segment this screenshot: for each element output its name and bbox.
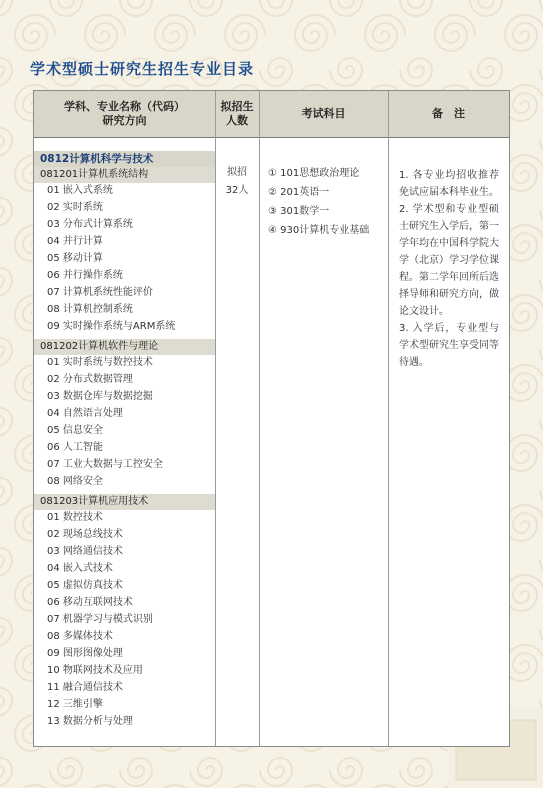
direction-item: 05 信息安全: [47, 425, 103, 436]
direction-item: 07 工业大数据与工控安全: [47, 459, 163, 470]
direction-item: 07 计算机系统性能评价: [47, 287, 153, 298]
direction-item: 13 数据分析与处理: [47, 716, 133, 727]
direction-item: 12 三维引擎: [47, 699, 103, 710]
direction-item: 06 移动互联网技术: [47, 597, 133, 608]
header-remarks: [388, 91, 509, 137]
direction-item: 03 网络通信技术: [47, 546, 123, 557]
direction-item: 09 实时操作系统与ARM系统: [47, 321, 176, 332]
quota-cell: [222, 164, 252, 200]
column-divider: [259, 91, 260, 746]
quota-count: 32人: [225, 185, 249, 196]
direction-item: 02 实时系统: [47, 202, 103, 213]
subfield-row: 081201计算机系统结构: [34, 167, 215, 183]
header-quota-line2: 人数: [226, 114, 248, 127]
header-direction-label: 研究方向: [102, 114, 147, 127]
exam-subject: ③ 301数学一: [268, 206, 330, 217]
header-quota-line1: 拟招生: [220, 100, 254, 113]
direction-item: 05 移动计算: [47, 253, 103, 264]
major-row: 0812计算机科学与技术: [34, 151, 215, 167]
direction-item: 07 机器学习与模式识别: [47, 614, 153, 625]
direction-item: 06 并行操作系统: [47, 270, 123, 281]
header-quota: [215, 91, 259, 137]
direction-item: 02 分布式数据管理: [47, 374, 133, 385]
header-exam-label: 考试科目: [301, 107, 346, 120]
header-major-label: 学科、专业名称（代码）: [64, 100, 185, 113]
direction-item: 09 图形图像处理: [47, 648, 123, 659]
direction-item: 01 嵌入式系统: [47, 185, 113, 196]
subfield-row: 081203计算机应用技术: [34, 494, 215, 510]
remark-item: 1. 各专业均招收推荐免试应届本科毕业生。: [399, 170, 499, 198]
direction-item: 03 数据仓库与数据挖掘: [47, 391, 153, 402]
page-title: 学术型硕士研究生招生专业目录: [30, 60, 255, 78]
direction-item: 01 实时系统与数控技术: [47, 357, 153, 368]
direction-item: 04 并行计算: [47, 236, 103, 247]
direction-item: 02 现场总线技术: [47, 529, 123, 540]
remarks-cell: [399, 167, 499, 371]
remark-item: 3. 入学后，专业型与学术型研究生享受同等待遇。: [399, 323, 499, 368]
exam-subject: ④ 930计算机专业基础: [268, 225, 370, 236]
column-divider: [388, 91, 389, 746]
direction-item: 05 虚拟仿真技术: [47, 580, 123, 591]
direction-item: 01 数控技术: [47, 512, 103, 523]
direction-item: 08 计算机控制系统: [47, 304, 133, 315]
subfield-row: 081202计算机软件与理论: [34, 339, 215, 355]
exam-subject: ① 101思想政治理论: [268, 168, 360, 179]
direction-item: 11 融合通信技术: [47, 682, 123, 693]
direction-item: 10 物联网技术及应用: [47, 665, 143, 676]
direction-item: 03 分布式计算系统: [47, 219, 133, 230]
direction-item: 04 自然语言处理: [47, 408, 123, 419]
header-exam-subjects: [259, 91, 388, 137]
header-remarks-label: 备 注: [432, 107, 465, 120]
direction-item: 04 嵌入式技术: [47, 563, 113, 574]
catalog-table: [33, 90, 510, 747]
direction-item: 08 网络安全: [47, 476, 103, 487]
remark-item: 2. 学术型和专业型硕士研究生入学后，第一学年均在中国科学院大学（北京）学习学位课程。第二学年回所后选择导师和研究方向，做论文设计。: [399, 204, 499, 317]
exam-subject: ② 201英语一: [268, 187, 330, 198]
quota-label: 拟招: [227, 167, 247, 178]
header-major-direction: [34, 91, 215, 137]
direction-item: 06 人工智能: [47, 442, 103, 453]
column-divider: [215, 91, 216, 746]
direction-item: 08 多媒体技术: [47, 631, 113, 642]
